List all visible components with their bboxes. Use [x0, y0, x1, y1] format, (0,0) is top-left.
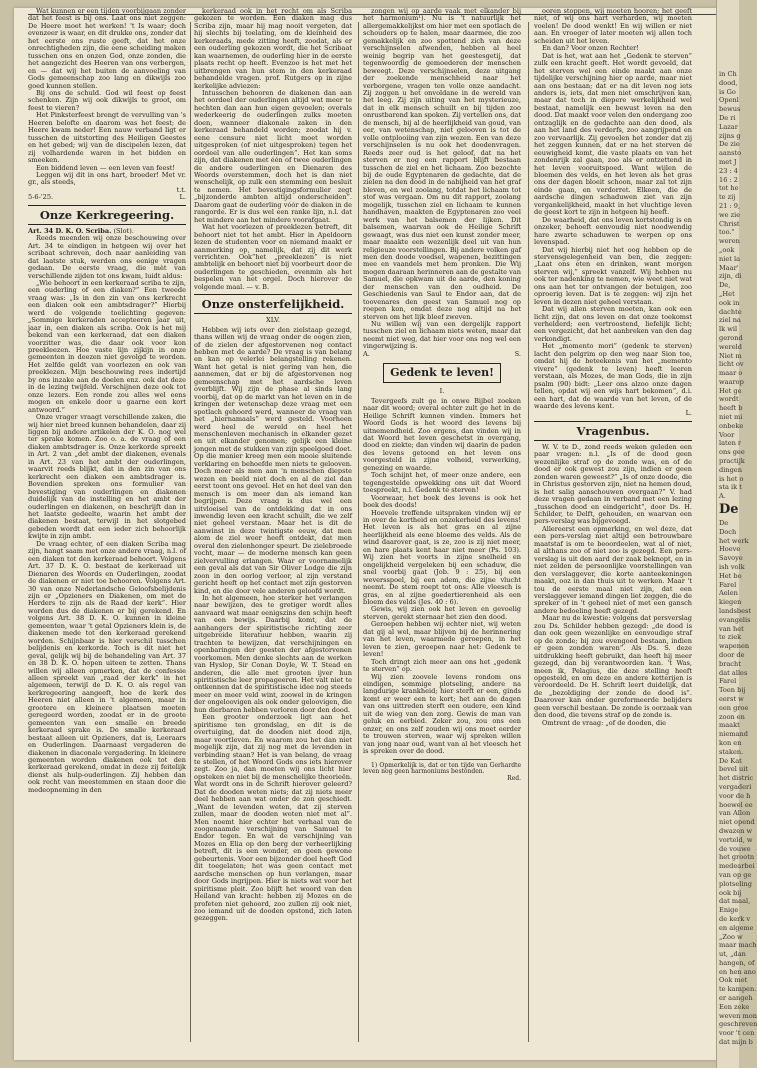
- paragraph: Allereerst een opmerking, en wel deze, dat een pers-verslag niet altijd een betrouwbare maatstaf is om te beoordeelen, wat al of niet, al althans zoo of niet zoo is gezegd. Een pers-verslag is uit den aard der zaak beknopt, en in niet zelden de persoonlijke voorstellingen van den verslaggever, die korte aanteekeningen maakt, ooz in dan thuis uit te werken. Maar 't tou de eerste maal niet zijn, dat een verslaggever iemand dingen liet zeggen, die de spreker of in 't geheel niet of met een gansch andere bedoeling heeft gezegd.: [534, 524, 692, 615]
- edge-line: dachte: [719, 307, 742, 316]
- signature-initials: t.t.: [176, 185, 186, 194]
- edge-line: en hen ano: [719, 967, 756, 976]
- edge-line: maar o: [719, 369, 743, 378]
- edge-line: het distric: [719, 774, 754, 783]
- edge-line: wereld: [719, 342, 742, 351]
- edge-line: evangelis: [719, 615, 751, 624]
- edge-line: voor de h: [719, 791, 751, 800]
- edge-line: Savoye: [719, 554, 743, 563]
- heading-onsterfelijkheid: Onze onsterfelijkheid.: [194, 294, 352, 314]
- edge-line: „Het: [719, 289, 735, 298]
- edge-line: De,: [719, 281, 731, 290]
- edge-line: landsbest: [719, 607, 752, 616]
- edge-line: eerst w: [719, 694, 744, 703]
- column-4: [534, 8, 692, 1060]
- paragraph: Het Pinksterfeest brengt de vervulling van 's Heeren belofte en daarom was het feest; de Heere kwam neder! Een nauw verband ligt er tusschen de uitstorting des Heiligen Geestes en het gebed; wij van de discipelen lezen, dat zij volhardende waren in het bidden en smeeken.: [28, 111, 186, 165]
- article-suffix: (Slot).: [113, 226, 134, 235]
- edge-line: De zie: [719, 140, 740, 149]
- edge-line: vergaderi: [719, 782, 752, 791]
- edge-line: kiegen: [719, 598, 742, 607]
- edge-line: in Ch: [719, 70, 737, 78]
- edge-line: zoon en: [719, 712, 745, 721]
- edge-line: ook in: [719, 298, 740, 307]
- edge-line: Voor: [719, 430, 735, 439]
- edge-line: ook bij: [719, 888, 742, 897]
- edge-line: ish volk: [719, 563, 745, 572]
- edge-line: vorteld, w: [719, 835, 753, 844]
- edge-line: medearbei: [719, 862, 755, 871]
- paragraph: Een biddend leven — een leven van feest!: [36, 163, 176, 172]
- edge-line: A.: [719, 492, 726, 501]
- edge-line: weven mon: [719, 1011, 757, 1020]
- edge-line: Hoeve: [719, 545, 741, 554]
- paragraph: Een grooter onderzoek ligt aan het spiritisme ten grondslag, en dit is de overtuiging, dat de dooden niet dood zijn, maar voortleven. En waarom zou het dan niet mogelijk zijn, dat zij nog met de levenden in verbinding staan? Het is van belang, de vraag te stellen, of het Woord Gods ons iets hierover zegt. Zoo ja, dan moeten wij ons licht hier opsteken en niet bij de menschelijke theorieën. Wat wordt ons in de Schrift hierover geleerd? Dat de dooden weten niets; dat zij niets meer deel hebben aan wat onder de zon geschiedt. „Want de levenden weten, dat zij sterven zullen, maar de dooden weten niet met al”. Men noemt hier echter het verhaal van de zoogenaamde verschijning van Samuel te Endor tegen. En wat de verschijning van Mozes en Elia op den berg der verheerlijking betreft, dit is een wonder, en geen gewone gebeurtenis. Voor een bijzonder doel heeft God dit toegelaten; het was geen contact met aardsche menschen op hun verlangen, maar door Gods ingrijpen. Hier is niets wat voor het spiritisme pleit. Zoo blijft het woord van den Heiland van kracht: hebben zij Mozes en de profeten niet gehoord, zoo zullen zij ook niet, zoo iemand uit de dooden opstond, zich laten gezeggen.: [194, 713, 352, 923]
- edge-line: 23 : 4: [719, 166, 738, 175]
- edge-line: Het bo: [719, 571, 742, 580]
- edge-line: Een zeke: [719, 1002, 750, 1011]
- edge-line: te zij: [719, 193, 736, 202]
- section-number: XLV.: [266, 316, 280, 325]
- edge-line: weren: [719, 237, 740, 246]
- edge-line: bracht: [719, 659, 741, 668]
- paragraph: Wat het voorlezen of preeklezen betreft, dit behoort niet tot het ambt. Hier in Apeldoorn lezen de studenten voor en niemand maakt er aanmerking op, namelijk, dat zij dit werk verrichten. Ook”het „preeklezen” is niet ambtelijk en behoort niet bij voorbeurt door de ouderlingen te geschieden, evenmin als het bespelen van het orgel. Doch hierover de volgende maal. — v. B.: [194, 223, 352, 291]
- edge-line: is Go: [719, 87, 736, 96]
- edge-line: plotseling: [719, 879, 752, 888]
- footnote-divider: [393, 759, 491, 760]
- edge-line: waarop: [719, 377, 744, 386]
- signature-letter: L.: [685, 409, 692, 418]
- edge-line: het werk: [719, 536, 749, 545]
- edge-line: zijn, di: [719, 272, 742, 281]
- edge-line: Het ge: [719, 386, 742, 395]
- edge-line: Doch: [719, 527, 737, 536]
- paragraph: Dat wij allen sterven moeten, kan ook een licht zijn, dat ons leven en dat onze toekomst verhelderd; een vertroostend, liefelijk licht; een vergezicht, dat het aanbreken van den dag verkondigt.: [534, 305, 692, 343]
- paragraph: Toch schijnt het, of meer onze andere, een tegengestelde opwekking ons uit dat Woord toespreekt, n.l. Gedenk te sterven!: [363, 471, 521, 495]
- paragraph: kerkeraad ook in het recht om als Scriba gekozen te worden. Een diaken mag dus Scriba zijn, maar hij mag nooit vergeten, dat hij slechts bij toelating, om de kleinheid des kerkeraads, mede zitting heeft, zoodat, als er een ouderling gekozen wordt, die het Scribaat kan waarnemen, de ouderling hier in de eerste plaats recht op heeft. Evenzoo is het met het uitbrengen van hun stem in den kerkeraad behandelde vragen. prof. Rutgers op in zijne kerkelijke adviezen:: [194, 7, 352, 90]
- edge-line: ut, „dan: [719, 950, 746, 959]
- edge-line: bevel uit: [719, 765, 748, 774]
- edge-line: hangen, of: [719, 958, 755, 967]
- paragraph: Intusschen behooren de diakenen dan aan het oordeel der ouderlingen altijd wat meer te hechten dan aan hun eigen gevoelen; overals wederkeerig de ouderlingen zulks moeten doen, wanneer diakonale zaken in den kerkeraad behandeld worden; zoodat hij v. eene censure niet licht moet worden uitgesproken (of niet uitgesproken) tegen het oordeel van alle ouderlingen”. Het kan soms zijn, dat diakenen met één of twee ouderlingen de andere ouderlingen en Dienaren des Woords overstemmen, doch het is dan niet wenschelijk, op zulk een stemming een besluit te nemen. Het bevestigingsformulier zegt „bijzonderde ambten altijd onderscheiden”. Daarom gaat de ouderling vóór de diaken in de rangorde. Er is dus wel een ranke lijn, n.l. dat het mindere aan het mindere voorafgaat.: [194, 88, 352, 224]
- edge-line: niet la: [719, 254, 741, 263]
- paragraph: Bij ons de schuld. God wil feest op feest schenken. Zijn wij ook dikwijls te groot, om feest te vieren?: [28, 88, 186, 112]
- heading-vragenbus: Vragenbus.: [534, 421, 692, 441]
- signature-line: [28, 194, 186, 201]
- edge-line: hoewel ee: [719, 800, 753, 809]
- edge-line: licht ov: [719, 360, 744, 369]
- edge-line: 16 : 2: [719, 175, 738, 184]
- edge-line: te ziek: [719, 633, 742, 642]
- edge-line: we zie: [719, 210, 741, 219]
- paragraph: De waarheid, dat ons leven kortstondig is en onzeker, behoeft eenvoudig niet noodwendig hare zwarte schaduwen te werpen op ons levenspad.: [534, 215, 692, 247]
- paragraph: In het algemeen, hoe sterker het verlangen naar bewijzen, des te gretiger wordt alles aanvaard wat maar eenigszins den schijn heeft van een bewijs. Daarbij komt, dat de aanhangers der spiritistische richting zeer uitgebreide literatuur hebben, waarin zij trachten te bewijzen, dat verschijningen en openbaringen der geesten der afgestorvenen voorkomen. Men denke slechts aan de werken van Hyslop, Sir Conan Doyle, W. T. Stead en anderen, die alle met grooten ijver hun spiritistische leer propageeren. Het valt niet te ontkennen dat de spiritistische idee nog steeds meer en meer veld wint, zoowel in de kringen der ongeloovigen als ook onder geloovigen, die hun dierbaren hebben verloren door den dood.: [194, 593, 352, 714]
- paragraph: Omtrent de vraag: „of de dooden, die: [542, 718, 667, 727]
- edge-line: voor 't cen: [719, 1029, 755, 1038]
- column-2: [194, 8, 352, 1060]
- signature-line: [363, 351, 521, 358]
- edge-line: 21 : 9,: [719, 201, 741, 210]
- paragraph: „Wie behoort in een kerkeraad scriba te zijn, een ouderling of een diaken?” Een tweede vraag was: „Is in den zin van ons kerkrecht een diaken ook een ambtsdrager?” Hierbij werd de volgende toelichting gegeven: „Sommige kerkeraden accepteeren jaar uit, jaar in, een diaken als scriba. Ook is het mij bekend van een kerkeraad, dat een diaken voorzitter was, die daar ook voor kon preekleezen. Hoe vaste lijn zijkijn in onze gemeenten in deezen niet gevolgd te worden. Het zelfde geldt van voorlezen en ook van preeklezen. Mijn beschouwing rees indertijd by ons inzake aan de doelen enz. ook dat deze in de lezing twijfeld. Verschijnen deze ook tot onze lezers. Een ronde zou alles wel eens mogen en enkele door u gaarne een kort antwoord.”: [28, 278, 186, 414]
- paragraph: Nu willen wij van een dergelijk rapport tusschen ziel en lichaam niets weten, maar dat neemt niet weg, dat hier voor ons nog wel een vingerwijzing is.: [363, 320, 521, 351]
- edge-line: is het o: [719, 474, 744, 483]
- edge-line: Ook met: [719, 976, 748, 985]
- edge-line: gerond: [719, 333, 743, 342]
- edge-line: te kampen.: [719, 985, 757, 994]
- edge-line: De ri: [719, 113, 736, 122]
- edge-line: er aangeh: [719, 994, 753, 1003]
- signature-s: S.: [514, 349, 521, 358]
- paragraph: Geroepen hebben wij echter niet, wij weten dat gij al wel, maar blijven bij de herinnering van het leven, waarmede geroepen, in het leven te zien, geroepen naar het: Gedenk te leven!: [363, 620, 521, 659]
- edge-line: geschreven: [719, 1020, 757, 1029]
- edge-line: niet opend: [719, 818, 755, 827]
- edge-line: Enige: [719, 906, 739, 915]
- newspaper-page: [14, 8, 720, 1060]
- edge-line: „Zoo w: [719, 932, 743, 941]
- paragraph: ooren stoppen, wij moeten hooren; het geeft niet, of wij ons hart verharden, wij moeten voelen! De dood wenkt! En wij willen er niet aan. En vroeger of later moeten wij allen toch scheiden uit het leven.: [534, 7, 692, 45]
- edge-line: bewus: [719, 105, 741, 114]
- edge-line: kon en: [719, 738, 742, 747]
- edge-line: ziel na: [719, 316, 741, 325]
- paragraph: Wat kunnen er een tijden voorbijgaan zonder dat het feest is bij ons. Laat ons niet zeggen: De Heere moet het werken! 't Is waar; doch evenzeer is waar, en dit drukke ons, zonder dat het eerste ons ruste geeft, dat het onze onrechtigheden zijn, die eene scheiding maken tusschen ons en onzen God, onze zonden, die het aangezicht des Heeren van ons verbergen, en — dat wij het buiten de aanvoeling van Gods gemeenschap zoo lang en dikwijls zoo goed kunnen stellen.: [28, 7, 186, 90]
- paragraph: Gewis, wij zien ook het leven en gevoelig sterven, gerekt sternaar het zien den dood.: [363, 605, 521, 621]
- column-rule: [528, 22, 529, 1042]
- paragraph: Onze vrager vraagt verschillende zaken, die wij hier niet breed kunnen behandelen, daar zij liggen bij andere artikelen der K. O. nog wel ter sprake komen. Zoo o. a. de vraag of een diaken ambtsdrager is. Onze kerkorde spreekt in Art. 2 van „det ambt der diakenen, evenals in Art. 23 van het ambt der ouderlingen, waarvit reeds blijkt, dat in den zin van ons kerkrecht een diaken een ambtsdrager is. Bovendien spreken ons formulier van bevestiging van ouderlingen en diakenen duidelijk van de instelling en het ambt der ouderlingen en diakenen, en beschrijft dan in het laatste gedeelte, waarin het ambt der diakenen bestaat, terwijl in het slotgebed gebeden wordt dat een ieder zich behoorlijk kwijte in zijn ambt.: [28, 413, 186, 541]
- paragraph: Tevergeefs zult ge in onwe Bijbel zoeken naar dit woord; overal echter zult ge het in de Heilige Schrift kunnen vinden. Immers het Woord Gods is het woord des levens bij uitnemendheid. Zoo ergens, dan vinden wij in dat Woord het leven geschetst in overgang, dood en ziekte; dan vinden wij daarin de paden des levens getoond en het leven ons voorgesteld in zijne volheid, verwerking, genezing en waarde.: [363, 396, 521, 472]
- edge-lines: [717, 0, 757, 1047]
- paragraph: Voorwaar, het boek des levens is ook het boek des doods!: [363, 493, 521, 510]
- edge-line: zijns g: [719, 131, 741, 140]
- footnote: 1) Opmerkelijk is, dat er ten tijde van Gerhardte leven nog geen harmoniums bestonden.: [363, 761, 521, 776]
- heading-kerkregeering: Onze Kerkregeering.: [28, 205, 186, 225]
- edge-line: Maar': [719, 263, 739, 272]
- paragraph: Hebben wij iets over den zielstaap gezegd, thans willen wij de vraag onder de oogen zien, of de zielen der afgestorvenen nog contact hebben met de aarde? De vraag is van belang en kan op velerlei belangstelling rekenen. Want het getal is niet gering van hen, die aannemen, dat er bij de afgestorvenen nog gemeenschap met het aardsche leven overblijft. Wij zijn de phase al sinds lang voorbij, dat op de markt van het leven en in de kringen der wetenschap deze vraag met een spotlach gehoord werd, wanneer de vraag van het „hiernamaals” werd gesteld. Voorheen werd heel de wereld en heel het menschenleven mechanisch in elkander gezet en uit elkander genomen; gelijk een kleine jongen met de stukken van zijn speelgoed doet. Op die manier kreeg men een mooie sluitende verklaring en behoefde men niets te gelooven. Doch meer als men aan 'n menschen diepste wezen en beeld niet doch en al de ziel dan eerst toont ons gevoel. Het en het deel van den mensch is om meer dan als iemand kan begrijpen. Deze vraag is dus wel een uitvloeisel van de ontdekking dat in ons inwendig leven een kracht schuilt, die we zelf niet geheel verstaan. Maar het is dit de aanwinst in deze twintigste eeuw, dat men alom de ziel weer heeft ontdekt, dat men overal den zielenhonger speurt. De zielebroede vocht, maar — de moderne mensch kan geen zielvervulling erlangen. Waar er voornamelijk een geval als dat van Sir Oliver Lodge die zijn zoon in den oorlog verloor, al zijn verstand gericht heeft op het contact met zijn gestorven kind, en die door vele anderen geloofd wordt.: [194, 325, 352, 595]
- signature-letter: L.: [179, 193, 186, 202]
- article-title: Art. 34 D. K. O. Scriba.: [28, 226, 112, 235]
- heading-gedenk: Gedenk te leven!: [383, 363, 501, 383]
- edge-line: „ook: [719, 245, 735, 254]
- paragraph: De vraag echter, of een diaken Scriba mag zijn, hangt saam met onze andere vraag, n.l. of een diaken tot den kerkeraad behoort. Volgens Art. 37 D. K. O. bestaat de kerkeraad uit Dienaren des Woords en Ouderlingen, zoodat de diakenen er niet toe behooren. Volgens Art. 30 van onze Nederlandsche Geloofsbelijdenis zijn er „Opzieners en Diakenen, om met de Herders te zijn als de Raad der kerk”. Hier worden dus de diakenen er bij gerekend. En volgens Art. 38 D. K. O. kunnen in kleine gemeenten, waar 't getal Opzieners klein is, de diakenen mede tot den kerkeraad gerekend worden. Schijnbaar is hier verschil tusschen belijdenis en kerkorde. Toch is dit niet het geval, gelijk wij bij de behandeling van Art. 37 en 38 D. K. O. hopen uiteen te zetten. Thans willen wij alleen opmerken, dat de confessie alleen spreekt van „raad der kerk” in het algemeen, terwijl de D. K. O. als regel van kerkregeering aangeeft, hoe de kerk des Heeren niet alleen in 't algemeen, maar in grootere en kleinere plaatsen moeten geregeerd worden, zoodat er in de groote gemeenten van een smalle en breede kerkeraad sprake is. De smalle kerkeraad bestaat alleen uit Opzieners, dat is, Leeraars en Ouderlingen. Daarnaast vergaderen de diakenen in diaconale vergadering. In kleinere gemeenten worden diakenen ook tot den kerkeraad gerekend, omdat in deze zij feitelijk dienst als hulp-ouderlingen. Zij hebben dan ook recht van meestemmen en staan door die medeopneming in den: [28, 539, 186, 794]
- column-rule: [190, 22, 191, 1042]
- edge-line: de vouwe: [719, 844, 751, 853]
- paragraph: Wij zien zoovele levens rondom ons eindigen, sommige plotseling, andere na langdurige krankheid; hier sterft er een, ginds komt er weer een te kort; het aan de dagen van ons uittreden sterft een oudere, een kind uit de wieg van den zorg. Gewis de man van geluk en eerbied. Zeker zou, zou ons een onzer, en ons zelf zouden wij ons moet eerder te trouwen sterven, waar wij spreken willen van jong naar oud, want van al het vleesch het is spreken over de dood.: [363, 672, 521, 756]
- edge-line: heeft b: [719, 404, 743, 413]
- edge-line: staken.: [719, 747, 744, 756]
- paragraph: Leggen wij dit in ons hart, broeder! Met vr. gr., als steeds,: [28, 170, 186, 187]
- edge-line: Christ: [719, 219, 740, 228]
- paragraph: W. V. te D., zond reeds weken geleden een paar vragen: n.l. „Is of de dood geen wezenlijke straf op de zonde was, en of de dood er ook gewest zou zijn, indien er geen zonden waren geweest?” „Is of onze doode, die in Christus gestorven zijn, niet na hemen doud, is het salig aanschouwen overgaan?” V. had deze vragen gedaan in verband met een lezing „tusschen dood en eindgericht”, door Ds. H. Schilder, te Delft, gehouden, en waarvan een pers-verslag was bijgevoegd.: [534, 442, 692, 526]
- edge-line: Openl: [719, 96, 739, 105]
- section-number: I.: [439, 387, 445, 396]
- edge-line: niemand: [719, 730, 748, 739]
- edge-line: aansto: [719, 149, 742, 158]
- edge-top-space: [717, 0, 739, 70]
- signature-a: A.: [363, 349, 370, 358]
- edge-line: niet mi: [719, 413, 743, 422]
- edge-line: de kerk v: [719, 914, 751, 923]
- edge-line: tot he: [719, 184, 739, 193]
- paragraph: Maar nu de kwestie: volgens dat persverslag zou Ds. Schilder hebben gezegd: „de dood is dan ook geen wezenlijke en eenvoudige straf op de zonde; bij zou evengoed bestaan, indien er geen zonden waren”. Als Ds. S. deze uitdrukking heeft gebruikt, dan heeft hij meer gezegd, dan bij verantwoorden kan. 't Was, meen ik, Pelagius, die deze stelling heeft opgesteld, en om deze en andere ketterijen is veroordeeld. De H. Schrift leert duidelijk, dat de „bezoldiging der zonde de dood is”. Daarover kan onder gereformeerde belijders geen verschil bestaan. De zonde is oorzaak van den dood, die tevens straf op de zonde is.: [534, 614, 692, 720]
- edge-line: van Allon: [719, 809, 751, 818]
- edge-line: maakt: [719, 721, 740, 730]
- column-rule: [358, 22, 359, 1042]
- edge-line: lk wil: [719, 325, 738, 334]
- column-3: [363, 8, 521, 1060]
- edge-line: practijk: [719, 457, 745, 466]
- paragraph: En dan? Voor onzen Rechter!: [542, 44, 639, 53]
- edge-line: dood,: [719, 78, 738, 87]
- edge-line: Lazar: [719, 122, 738, 131]
- edge-line: dwazen w: [719, 826, 753, 835]
- paragraph: Hoevele treffende uitspraken vinden wij er in over de kortheid en onzekerheid des levens! Het leven is als het gras en al zijne heerlijkheid als eene bloeme des velds. Als de wind daarover gaat, is ze, zoo is zij niet meer, en hare plaats kent haar niet meer (Ps. 103). Wij zien het voorts in zijne snelheid en ongelijkheid vergeleken bij een schaduw, die snel voorbij gaat (Job. 9 : 25), bij een weversspoel, bij een adem, die zijne vlucht neemt. De stem roept tot ons: Alle vleesch is gras, en al zijne goedertierenheid als een bloem des velds (Jes. 40 : 6).: [363, 508, 521, 606]
- edge-line: wordt: [719, 395, 739, 404]
- signature-date: 5-6-'25.: [28, 193, 54, 202]
- edge-line: Niet m: [719, 351, 742, 360]
- edge-line: het grootn: [719, 853, 755, 862]
- edge-line: van op ge: [719, 870, 752, 879]
- edge-line: ons gee: [719, 448, 745, 457]
- paragraph: Toch dringt zich meer aan ons het „gedenk te sterven” op.: [363, 657, 521, 674]
- edge-line: met J: [719, 157, 737, 166]
- edge-line: Farel: [719, 677, 737, 686]
- edge-line: dingen: [719, 465, 742, 474]
- edge-line: sta ik t: [719, 483, 742, 492]
- edge-line: dat maal,: [719, 897, 751, 906]
- edge-line: De: [719, 519, 729, 528]
- edge-line: dat mijn b: [719, 1038, 753, 1047]
- adjacent-page-edge: [716, 0, 757, 1068]
- edge-line: wapenen: [719, 642, 750, 651]
- edge-heading: De: [719, 502, 739, 518]
- footnote-signature: Red.: [507, 775, 521, 783]
- edge-line: De Kat: [719, 756, 742, 765]
- paragraph: Dat wij hierbij niet het oog hebben op de stervensgelegenheid van ben, die zeggen: „Laat ons eten en drinken, want morgen sterven wij,” spreekt vanzelf. Wij hebben nu ook ter nadenking te nemen, wie weet niet wat ons aan het ter ontvangen der betuigen, zoo oproerig leven. Dat is te zeggen: wij zijn het leven in dezen niet geheel verstaan.: [534, 245, 692, 306]
- edge-line: van het: [719, 624, 744, 633]
- edge-line: dat alles: [719, 668, 748, 677]
- edge-line: en algeme: [719, 923, 754, 932]
- edge-line: Farel: [719, 580, 737, 589]
- paragraph: zongen wij op aarde vaak met elkander bij het harmonium¹). Nu is 't natuurlijk het allergemakkelijkst om hier met een spotlach de schouders op te halen, maar daarmee, die zoo gemakkelijk en zoo spottend zich van deze verschijnselen afwenden, hebben al heel weinig begrip van het geestesgetij, dat tegenwoordig de gemoederen der menschen beweegt. Deze verschijnselen, deze uitgang der zoekende menschheid naar het verborgene, vragen ten volle onze aandacht. Zij zoggen u het onvoldane in de wereld van het leeg. Zij zijn uiting van het mysterieuze, dat in elk mensch schuilt en bij tijden zoo onrustbarend kan spoken. Zij vertellen ons, dat de mensch, bij al de heerlijkheid van goud, van eer, van wetenschap, niet gelooven is tot de volle ontplooiing van zijn wezen. Een van deze verschijnselen is nu ook het doodenvragen. Reeds zeer oud is het geloof, dat na het sterven er nog een rapport blijft bestaan tusschen de ziel en het lichaam. Zoo bezochte bij de oude Egyptenaren de gedachte, dat de zielen na den dood in de nabijheid van het graf bleven, en wel zoolang, totdat het lichaam tot stof was vergaan. Om nu dit rapport, zoolang mogelijk, tusschen ziel en lichaam te kunnen handhaven, maakten de Egyptenaren zoo veel werk van het balsemen der lijken. Dit balsemen, waarvan ook de Heilige Schrift gewaagt, was dus niet een kunst zonder meer, maar maakte een wezenlijk deel uit van hun religieuze voorstellingen. Bij andere volken gaf men den doode voedsel, wapenen, bezittingen mee en vaandels met hem pronken. Die Wij mogen daaraan herinneren aan de gestalte van Samuel, die opkwam uit de aarde, den koning der menschen van den oudheid. De Geschiedenis van Saul te Endor aan, dat de toovenares den geest van Samuel nog op roepen kon, omdat deze nog altijd na het sterven om het lijk bleef zweven.: [363, 7, 521, 321]
- edge-line: onbeke: [719, 421, 744, 430]
- edge-line: een groe: [719, 703, 749, 712]
- edge-line: Toen bij: [719, 686, 746, 695]
- edge-line: too.": [719, 228, 735, 237]
- paragraph: Reeds meenden wij onze beschouwing over Art. 34 te eindigen in hetgeen wij over het scribaat schreven, doch naar aanleiding van dat laatste stuk, werden ons eenige vragen gedaan. De eerste vraag, die mèt van verschillende zijden tot ons kwam, luidt aldus:: [28, 234, 186, 280]
- paragraph: Dat is het, wat aan het „Gedenk te sterven” zulk een kracht geeft. Het wordt gevoeld, dat het sterven wel een einde maakt aan onze tijdelijke verschijning hier op aarde, maar niet aan ons bestaan; dat er na dit leven nog iets anders is, iets, dat men niet omschrijven kan, maar dat toch in diepere werkelijkheid wel bestaat, namelijk een bewust leven na den dood. Dat maakt voor velen den ondergang zoo ontzaglijk en de gedachte aan den dood, als aan het land des verderfs, zoo aangrijpend en zoo vervaarlijk. Zij gevoelen het zonder dat zij het zeggen kunnen, dat er na het sterven de eeuwigheid komt, die vaste plaats en van het zondenrijk zal gaan, zoo als er ontzettend in het leven vooruitspoed. Want wijlen de bloemen des velds, en het leven als het gras ons der dagen bloeit schoon, maar zal tot zijn einde gaan, en verdorret. Elkeen, die de aardsche dingen schaduwen ziet van zijn vergankelijkheid, maakt in het vluchtige leven de geest kort te zijn in hetgeen hij heeft.: [534, 51, 692, 217]
- column-1: [28, 8, 186, 1060]
- edge-line: Aelen: [719, 589, 738, 598]
- c1-intro: [28, 8, 186, 187]
- edge-line: laten r: [719, 439, 742, 448]
- edge-line: maar mach: [719, 941, 757, 950]
- paragraph: Het „momento mori” (gedenk te sterven) lacht den pelgrim op den weg naar Sion toe, omdat hij de beteekenis van het „memento vivere” (gedenk te leven) heeft leeren verstaan, als Mozes, de man Gods, die in zijn psalm (90) bidt: „Leer ons alzoo onze dagen tellen, opdat wij een wijs hart bekomen”, d.i. een hart, dat de waarde van het leven, of de waarde des levens kent.: [534, 342, 692, 411]
- edge-line: door de: [719, 651, 745, 659]
